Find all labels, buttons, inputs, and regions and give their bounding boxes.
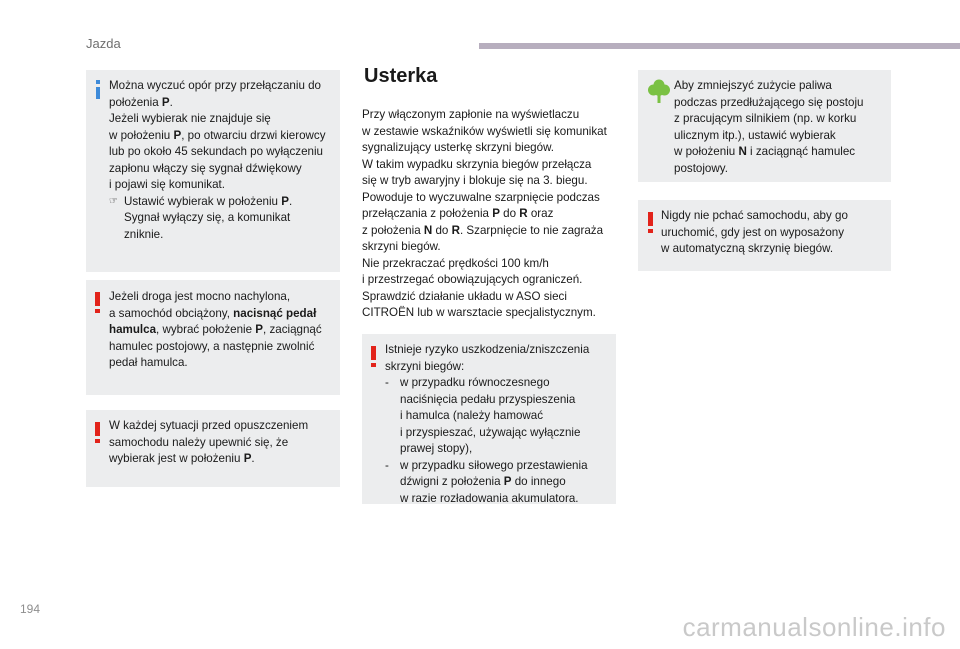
dash-item: - w przypadku siłowego przestawienia [385, 458, 588, 472]
instruction-bullet: ☞ [109, 195, 118, 207]
instruction-item: ☞ Ustawić wybierak w położeniu P. [109, 194, 326, 211]
warning-box-text: Jeżeli droga jest mocno nachylona, a samochód obciążony, nacisnąć pedał hamulca, wybrać położenie P, zaciągnąć hamulec postojowy, a następnie zwolnić pedał hamulca. [109, 290, 322, 369]
dash-item: - w przypadku równoczesnego [385, 376, 550, 389]
warning-box-text: Nigdy nie pchać samochodu, aby go uruchomić, gdy jest on wyposażony w automatyczną skrzynię biegów. [661, 209, 848, 255]
fault-description: Przy włączonym zapłonie na wyświetlaczu w zestawie wskaźników wyświetli się komunikat sygnalizujący usterkę skrzyni biegów. W takim wypadku skrzynia biegów przełącza się w tryb awaryjny i blokuje się na 3. biegu. Powoduje to wyczuwalne szarpnięcie podczas przełączania z położenia P do R oraz z położenia N do R. Szarpnięcie to nie zagraża skrzyni biegów. Nie przekraczać prędkości 100 km/h i przestrzegać obowiązujących ograniczeń. Sprawdzić działanie układu w ASO sieci CITROËN lub w warsztacie specjalistycznym. [362, 108, 607, 319]
info-box-park-position [86, 70, 340, 272]
page-number: 194 [20, 602, 41, 616]
warning-box-text: W każdej sytuacji przed opuszczeniem samochodu należy upewnić się, że wybierak jest w położeniu P. [109, 419, 309, 465]
watermark: carmanualsonline.info [682, 612, 946, 642]
eco-tree-icon [648, 79, 670, 103]
warning-box-gearbox-damage [362, 334, 616, 504]
eco-box-text: Aby zmniejszyć zużycie paliwa podczas przedłużającego się postoju z pracującym silnikiem (np. w korku ulicznym itp.), ustawić wybierak w położeniu N i zaciągnąć hamulec postojowy. [674, 79, 864, 175]
info-box-text: Można wyczuć opór przy przełączaniu do położenia P. Jeżeli wybierak nie znajduje się w położeniu P, po otwarciu drzwi kierowcy lub po około 45 sekundach po wyłączeniu zapłonu włączy się sygnał dźwiękowy i pojawi się komunikat. ☞ Ustawić wybierak w położeniu P. Sygnał wyłączy się, a komunikat zniknie. [109, 79, 326, 241]
warning-box-leave-vehicle [86, 410, 340, 487]
eco-box-fuel-saving [638, 70, 891, 182]
warning-box-text: Istnieje ryzyko uszkodzenia/zniszczenia skrzyni biegów: - w przypadku równoczesnego naciśnięcia pedału przyspieszenia i hamulca (należy hamować i przyspieszać, używając wyłącznie prawej stopy), - w przypadku siłowego przestawienia dźwigni z położenia P do innego w razie rozładowania akumulatora. [385, 343, 590, 505]
warning-box-slope [86, 280, 340, 395]
warning-box-push-start [638, 200, 891, 271]
section-label: Jazda [86, 36, 121, 51]
section-heading: Usterka [364, 65, 438, 87]
header-bar [479, 43, 960, 49]
